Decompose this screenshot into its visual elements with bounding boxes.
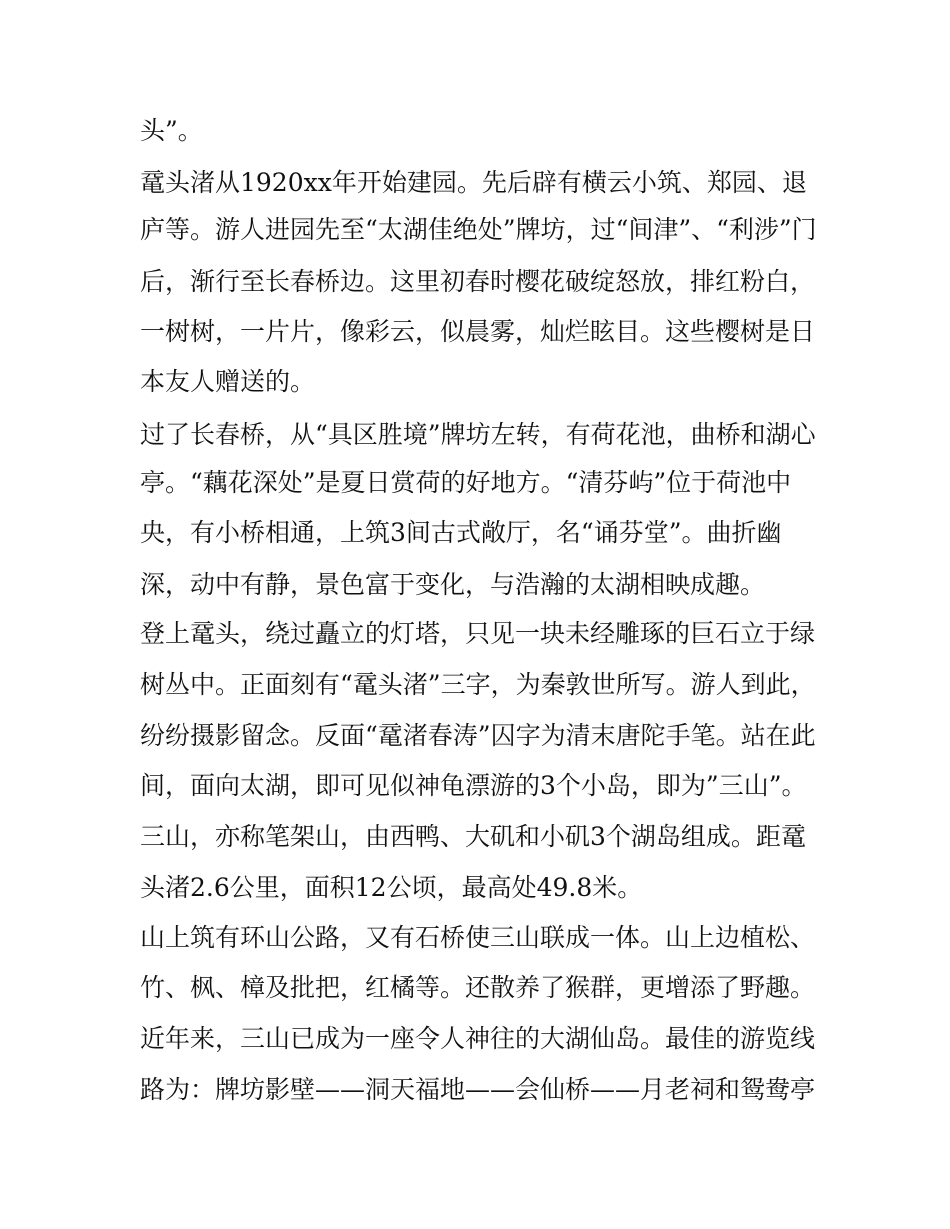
text-line: 一树树，一片片，像彩云，似晨雾，灿烂眩目。这些樱树是日 bbox=[140, 317, 816, 346]
text-line: 竹、枫、樟及批把，红橘等。还散养了猴群，更增添了野趣。 bbox=[140, 973, 816, 1002]
text-line: 近年来，三山已成为一座令人神往的大湖仙岛。最佳的游览线 bbox=[140, 1024, 816, 1053]
text-line: 过了长春桥，从“具区胜境”牌坊左转，有荷花池，曲桥和湖心 bbox=[140, 420, 816, 449]
text-line: 亭。“藕花深处”是夏日赏荷的好地方。“清芬屿”位于荷池中 bbox=[140, 468, 792, 497]
text-line: 后，渐行至长春桥边。这里初春时樱花破绽怒放，排红粉白， bbox=[140, 267, 816, 296]
text-line: 树丛中。正面刻有“鼋头渚”三字，为秦敦世所写。游人到此， bbox=[140, 670, 816, 699]
text-line: 三山，亦称笔架山，由西鸭、大矶和小矶3个湖岛组成。距鼋 bbox=[140, 822, 806, 851]
text-line: 本友人赠送的。 bbox=[140, 367, 316, 396]
text-line: 纷纷摄影留念。反面“鼋渚春涛”囚字为清末唐陀手笔。站在此 bbox=[140, 721, 816, 750]
text-line: 登上鼋头，绕过矗立的灯塔，只见一块未经雕琢的巨石立于绿 bbox=[140, 619, 816, 648]
text-line: 鼋头渚从1920xx年开始建园。先后辟有横云小筑、郑园、退 bbox=[140, 168, 807, 197]
text-line: 庐等。游人进园先至“太湖佳绝处”牌坊，过“间津”、“利涉”门 bbox=[140, 215, 817, 244]
text-line: 山上筑有环山公路，又有石桥使三山联成一体。山上边植松、 bbox=[140, 923, 816, 952]
text-line: 路为：牌坊影壁——洞天福地——会仙桥——月老祠和鸳鸯亭 bbox=[140, 1075, 816, 1104]
text-line: 间，面向太湖，即可见似神龟漂游的3个小岛，即为”三山”。 bbox=[140, 771, 807, 800]
text-line: 头渚2.6公里，面积12公顷，最高处49.8米。 bbox=[140, 873, 643, 902]
text-line: 头”。 bbox=[140, 116, 203, 145]
text-line: 央，有小桥相通，上筑3间古式敞厅，名“诵芬堂”。曲折幽 bbox=[140, 518, 782, 547]
text-line: 深，动中有静，景色富于变化，与浩瀚的太湖相映成趣。 bbox=[140, 570, 766, 599]
